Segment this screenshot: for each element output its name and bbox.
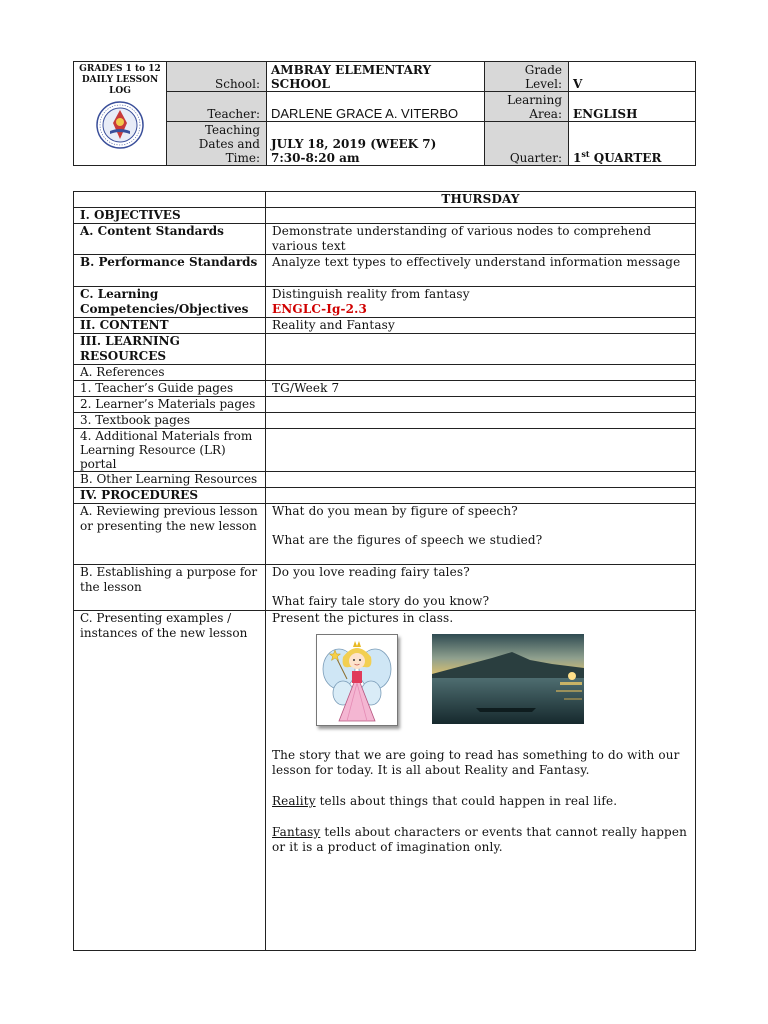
quarter-value (569, 122, 696, 166)
quarter-number: 1 (573, 151, 582, 165)
content-value: Reality and Fantasy (266, 318, 696, 334)
competencies-label: C. Learning Competencies/Objectives (74, 287, 266, 318)
quarter-text: QUARTER (593, 151, 662, 165)
fantasy-text: tells about characters or events that cannot really happen or it is a product of imagination only. (272, 825, 688, 854)
textbook-pages-label: 3. Textbook pages (74, 413, 266, 429)
table-row (74, 381, 696, 397)
day-heading: THURSDAY (266, 192, 696, 208)
example-pictures (272, 626, 689, 726)
fantasy-term: Fantasy (272, 825, 321, 839)
table-row (74, 397, 696, 413)
table-row (74, 488, 696, 504)
table-row (74, 287, 696, 318)
grade-level-label: Grade Level: (485, 62, 569, 92)
purpose-label: B. Establishing a purpose for the lesson (74, 565, 266, 611)
table-row (74, 255, 696, 287)
reality-text: tells about things that could happen in real life. (315, 794, 618, 808)
teacher-value: DARLENE GRACE A. VITERBO (267, 92, 485, 122)
table-row (74, 429, 696, 472)
competency-code: ENGLC-Ig-2.3 (272, 302, 367, 316)
teaching-date: JULY 18, 2019 (WEEK 7) (271, 137, 437, 151)
deped-seal-icon (96, 101, 144, 149)
teaching-time: 7:30-8:20 am (271, 151, 360, 165)
table-row (74, 504, 696, 565)
reality-term: Reality (272, 794, 316, 808)
competencies-value (266, 287, 696, 318)
purpose-question-1: Do you love reading fairy tales? (272, 565, 470, 579)
reality-definition (272, 794, 689, 809)
fairy-picture (316, 634, 398, 726)
teachers-guide-value: TG/Week 7 (266, 381, 696, 397)
reviewing-value (266, 504, 696, 565)
learning-resources-heading: III. LEARNING RESOURCES (74, 334, 266, 365)
learners-materials-label: 2. Learner’s Materials pages (74, 397, 266, 413)
teaching-dates-value (267, 122, 485, 166)
table-row (74, 611, 696, 951)
content-standards-label: A. Content Standards (74, 224, 266, 255)
examples-label: C. Presenting examples / instances of the new lesson (74, 611, 266, 951)
examples-intro: Present the pictures in class. (272, 611, 454, 625)
content-heading: II. CONTENT (74, 318, 266, 334)
examples-paragraph: The story that we are going to read has something to do with our lesson for today. It is all about Reality and Fantasy. (272, 748, 680, 777)
lesson-log-header (73, 61, 696, 166)
references-label: A. References (74, 365, 266, 381)
performance-standards-label: B. Performance Standards (74, 255, 266, 287)
content-standards-value: Demonstrate understanding of various nodes to comprehend various text (266, 224, 696, 255)
review-question-2: What are the figures of speech we studied? (272, 533, 543, 547)
teaching-dates-label: Teaching Dates and Time: (167, 122, 267, 166)
table-row (74, 224, 696, 255)
quarter-label: Quarter: (485, 122, 569, 166)
table-row (74, 565, 696, 611)
table-row (74, 472, 696, 488)
competencies-text: Distinguish reality from fantasy (272, 287, 470, 301)
lake-sunset-picture (432, 634, 584, 724)
table-row (74, 365, 696, 381)
table-row (74, 192, 696, 208)
teacher-label: Teacher: (167, 92, 267, 122)
purpose-value (266, 565, 696, 611)
examples-value (266, 611, 696, 951)
school-value: AMBRAY ELEMENTARY SCHOOL (267, 62, 485, 92)
table-row (74, 413, 696, 429)
logo-caption: GRADES 1 to 12 DAILY LESSON LOG (79, 64, 161, 96)
teachers-guide-label: 1. Teacher’s Guide pages (74, 381, 266, 397)
objectives-heading: I. OBJECTIVES (74, 208, 266, 224)
quarter-suffix: st (581, 149, 590, 159)
other-resources-label: B. Other Learning Resources (74, 472, 266, 488)
table-row (74, 334, 696, 365)
review-question-1: What do you mean by figure of speech? (272, 504, 518, 518)
table-row (74, 208, 696, 224)
learning-area-value: ENGLISH (569, 92, 696, 122)
performance-standards-value: Analyze text types to effectively understand information message (266, 255, 696, 287)
procedures-heading: IV. PROCEDURES (74, 488, 266, 504)
additional-materials-label: 4. Additional Materials from Learning Resource (LR) portal (74, 429, 266, 472)
reviewing-label: A. Reviewing previous lesson or presenting the new lesson (74, 504, 266, 565)
school-label: School: (167, 62, 267, 92)
table-row (74, 318, 696, 334)
logo-cell (74, 62, 167, 166)
lesson-plan-table (73, 191, 696, 951)
grade-level-value: V (569, 62, 696, 92)
learning-area-label: Learning Area: (485, 92, 569, 122)
purpose-question-2: What fairy tale story do you know? (272, 594, 490, 608)
fantasy-definition (272, 825, 689, 855)
